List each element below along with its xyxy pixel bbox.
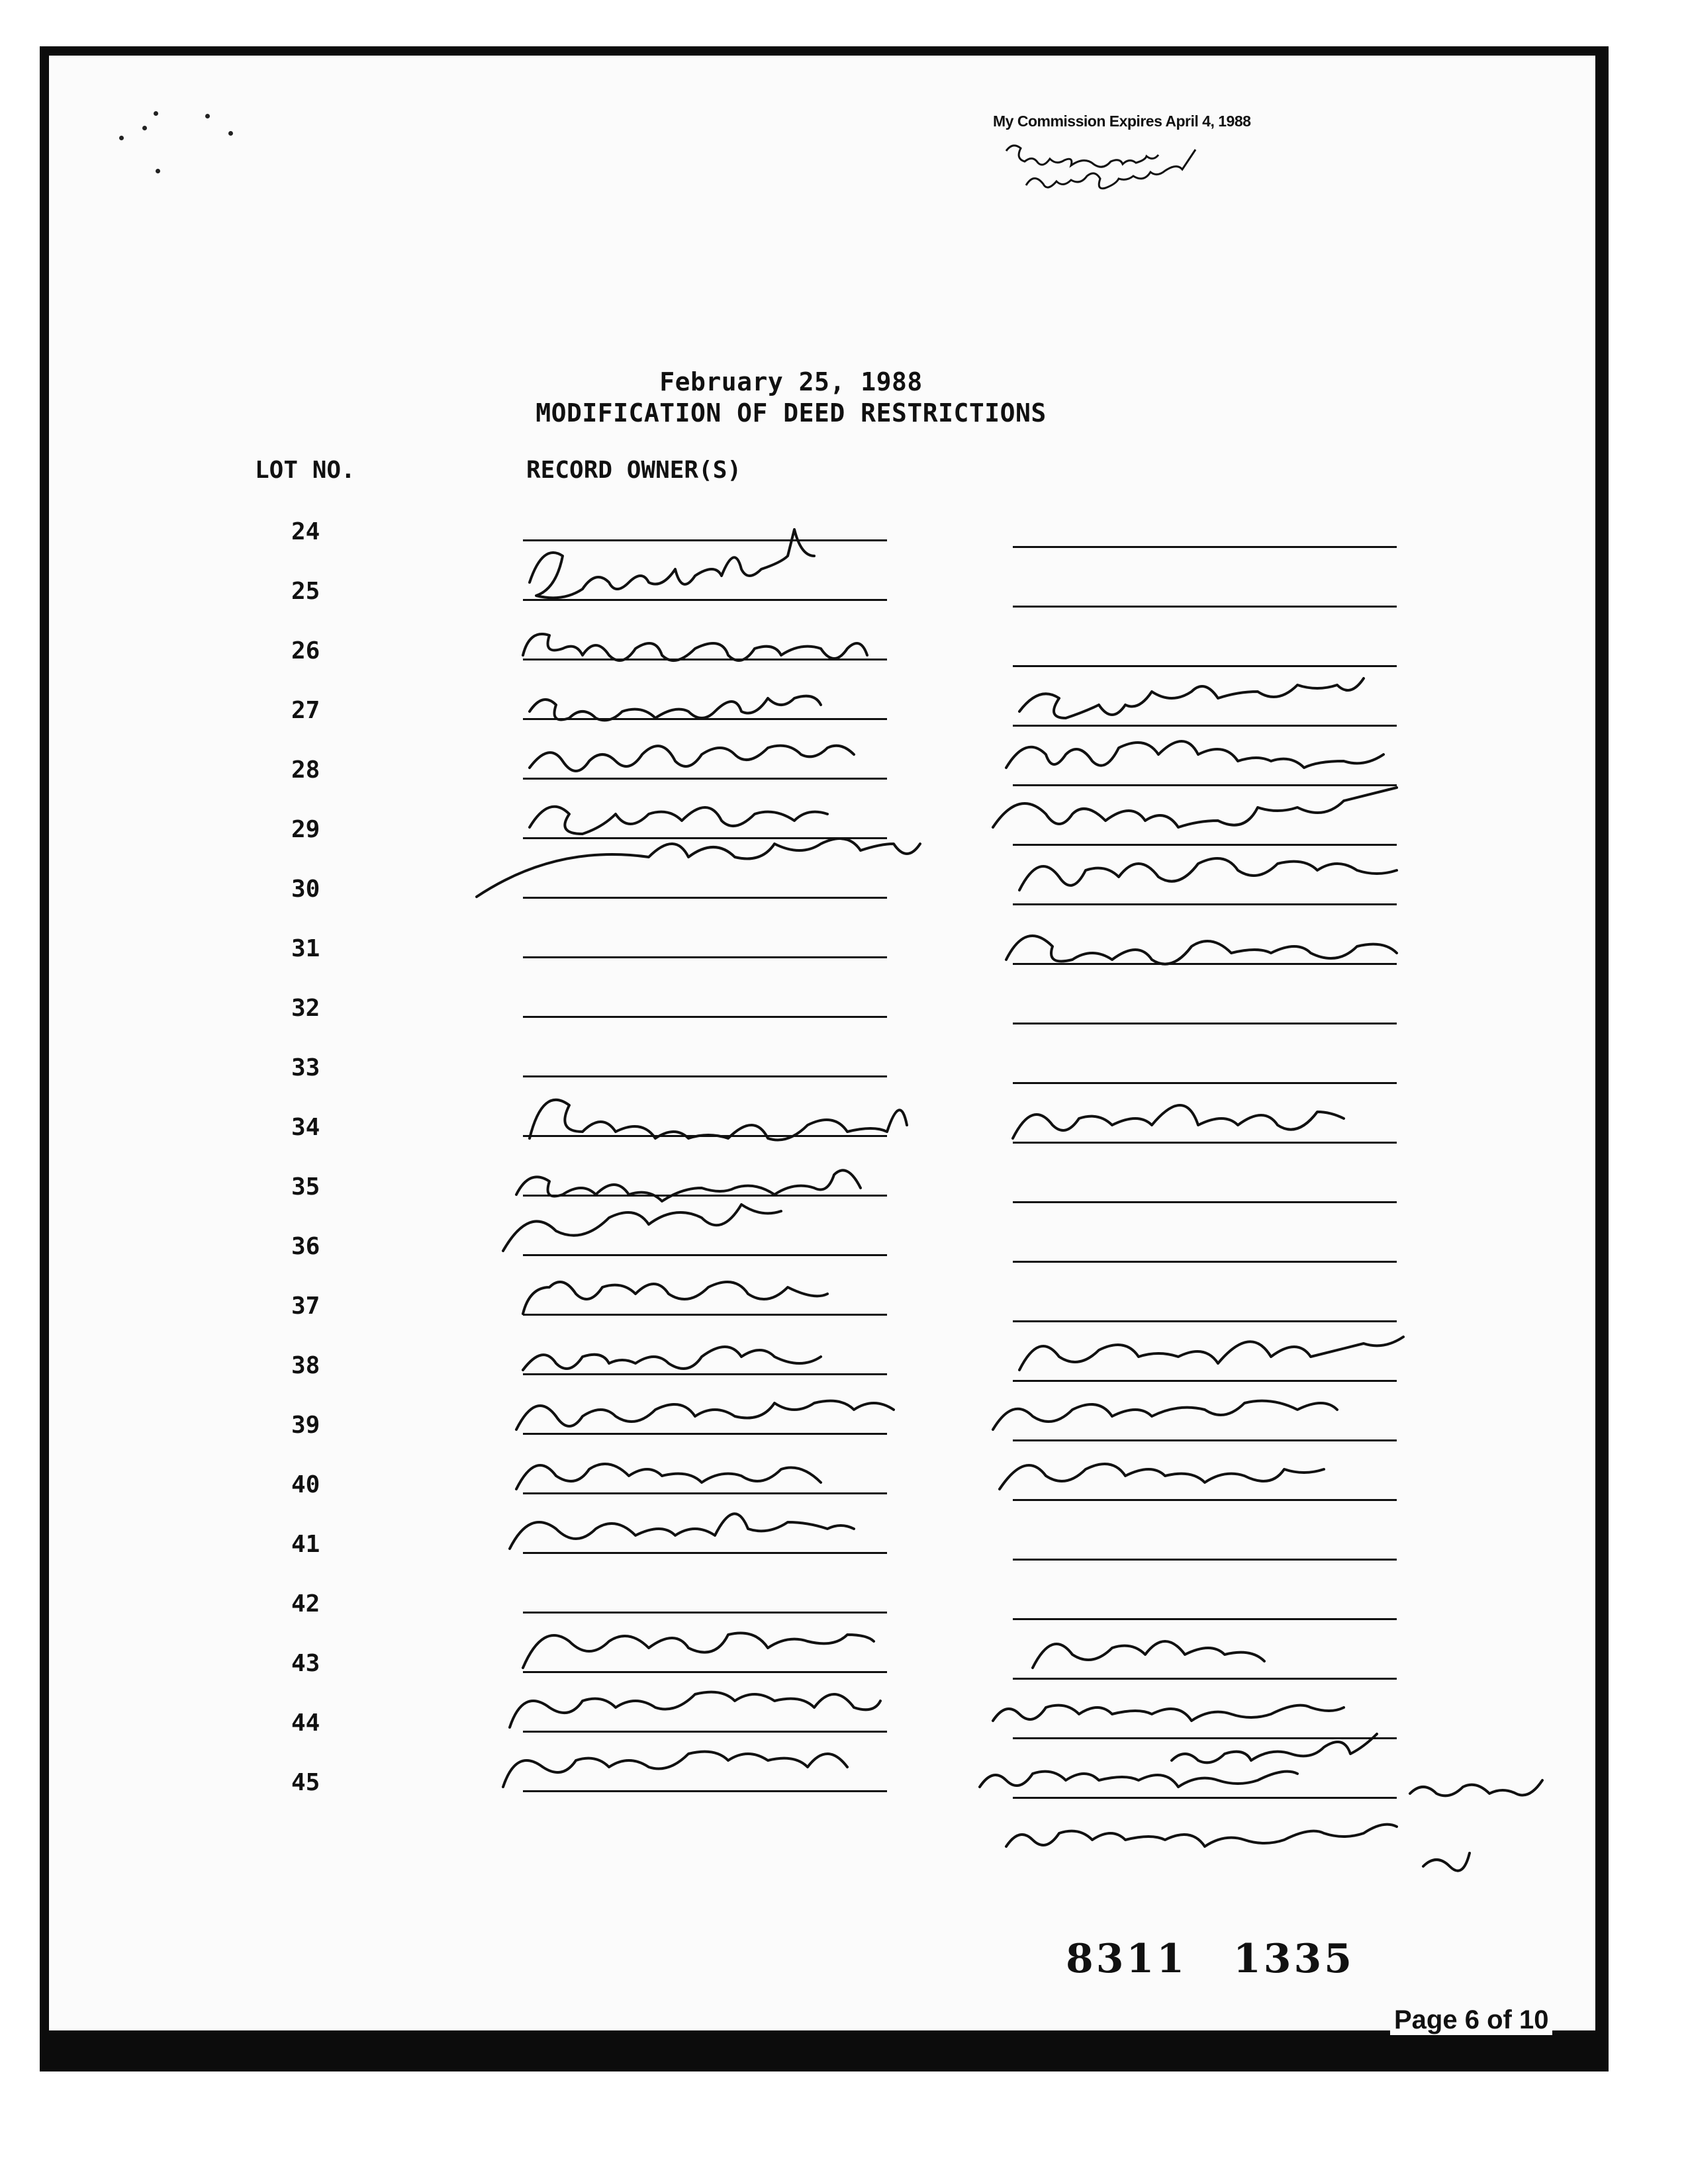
signature-line [1013,1261,1397,1263]
signature-line [523,1314,887,1316]
signature-line [523,1731,887,1733]
signature-line [1013,1142,1397,1144]
signature-line [1013,1737,1397,1739]
lot-number: 33 [291,1054,320,1081]
lot-number: 41 [291,1531,320,1558]
signature-line [523,1790,887,1792]
recording-volume: 8311 [1066,1936,1187,1982]
signature-line [523,1254,887,1256]
signature-line [1013,725,1397,727]
lot-number: 25 [291,578,320,605]
record-owner-header: RECORD OWNER(S) [526,457,742,484]
signature-line [523,539,887,541]
signature-line [523,1492,887,1494]
lot-number: 28 [291,756,320,784]
lot-number: 37 [291,1293,320,1320]
signature-line [1013,1797,1397,1799]
notary-handwriting [980,126,1350,218]
signature-line [1013,844,1397,846]
signature-line [523,837,887,839]
scan-speck [228,131,233,136]
lot-number: 31 [291,935,320,962]
signature-line [523,1373,887,1375]
scan-speck [142,126,147,130]
signature-line [1013,665,1397,667]
signature-line [523,1433,887,1435]
signature-line [1013,963,1397,965]
signature-line [523,1671,887,1673]
signature-line [1013,784,1397,786]
signature-line [523,897,887,899]
signature-line [1013,1023,1397,1024]
signature-line [1013,1439,1397,1441]
lot-number: 27 [291,697,320,724]
signature-line [1013,1082,1397,1084]
lot-number: 30 [291,876,320,903]
lot-number: 26 [291,637,320,664]
lot-number: 45 [291,1769,320,1796]
signature-line [1013,1559,1397,1561]
signature-line [1013,1618,1397,1620]
lot-number: 44 [291,1709,320,1737]
scan-speck [156,169,160,173]
signature-line [523,1612,887,1614]
lot-number: 40 [291,1471,320,1498]
scan-speck [119,136,124,140]
signature-line [523,599,887,601]
signature-line [523,1552,887,1554]
signature-line [1013,1201,1397,1203]
signature-line [523,1075,887,1077]
notary-commission-text: My Commission Expires April 4, 1988 [993,113,1251,130]
scan-speck [154,111,158,116]
signature-line [523,1195,887,1197]
lot-number: 42 [291,1590,320,1617]
lot-number: 36 [291,1233,320,1260]
document-date: February 25, 1988 [659,367,923,396]
signature-line [523,1135,887,1137]
signature-line [523,718,887,720]
document-title: MODIFICATION OF DEED RESTRICTIONS [536,398,1047,428]
signature-line [1013,1380,1397,1382]
lot-number: 29 [291,816,320,843]
signature-line [1013,546,1397,548]
signature-line [523,956,887,958]
signature-line [1013,1320,1397,1322]
lot-number: 35 [291,1173,320,1201]
signature-line [523,1016,887,1018]
signature-line [1013,1499,1397,1501]
signature-line [523,659,887,660]
signature-line [523,778,887,780]
signature-line [1013,606,1397,608]
recording-page: 1335 [1233,1936,1354,1982]
page-number: Page 6 of 10 [1390,2005,1552,2035]
lot-number: 24 [291,518,320,545]
lot-number: 43 [291,1650,320,1677]
scan-speck [205,114,210,118]
signature-line [1013,903,1397,905]
lot-number: 34 [291,1114,320,1141]
recording-number [1066,1936,1401,1982]
lot-number: 39 [291,1412,320,1439]
signature-line [1013,1678,1397,1680]
document-page [49,56,1595,2030]
lot-number: 38 [291,1352,320,1379]
lot-number: 32 [291,995,320,1022]
lot-number-header: LOT NO. [255,457,355,484]
notary-block [980,113,1350,218]
